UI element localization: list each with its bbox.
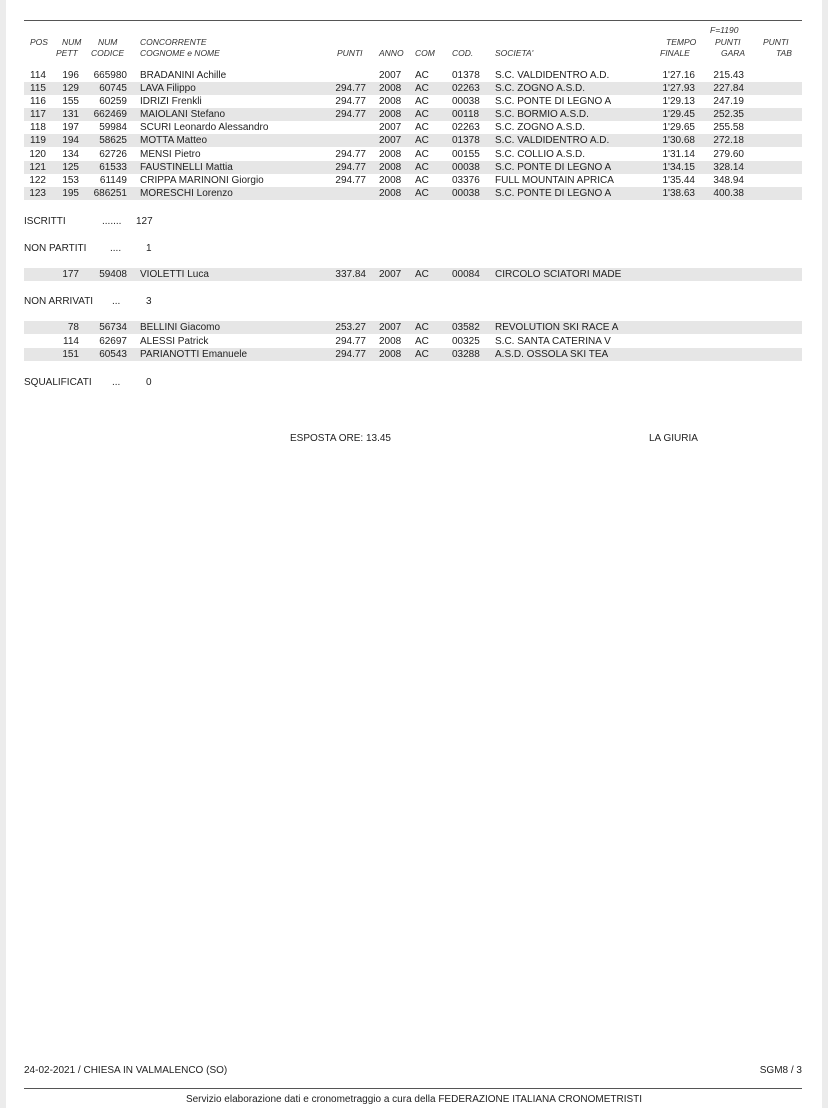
com-cell: AC: [415, 322, 429, 333]
header-finale: FINALE: [660, 48, 690, 58]
iscritti-value: 127: [136, 216, 153, 227]
punti-cell: 253.27: [335, 322, 366, 333]
name-cell: BELLINI Giacomo: [140, 322, 221, 333]
pos-cell: 114: [30, 70, 46, 81]
societa-cell: S.C. VALDIDENTRO A.D.: [495, 135, 610, 146]
com-cell: AC: [415, 188, 429, 199]
anno-cell: 2007: [379, 70, 402, 81]
gara-cell: 279.60: [713, 149, 744, 160]
iscritti-dots: .......: [102, 216, 122, 227]
header-num: NUM: [62, 37, 82, 47]
tempo-cell: 1'34.15: [662, 162, 695, 173]
name-cell: LAVA Filippo: [140, 83, 196, 94]
footer-page-code: SGM8 / 3: [759, 1065, 802, 1076]
codice-cell: 662469: [93, 109, 127, 120]
com-cell: AC: [415, 122, 429, 133]
name-cell: MOTTA Matteo: [140, 135, 208, 146]
iscritti-label: ISCRITTI: [24, 216, 66, 227]
anno-cell: 2007: [379, 122, 402, 133]
table-row: [24, 148, 802, 161]
non-partiti-summary: [24, 242, 152, 255]
societa-cell: A.S.D. OSSOLA SKI TEA: [495, 349, 609, 360]
punti-cell: 294.77: [335, 109, 366, 120]
table-row: [24, 69, 802, 82]
pett-cell: 196: [62, 70, 79, 81]
societa-cell: FULL MOUNTAIN APRICA: [495, 175, 614, 186]
codice-cell: 62726: [99, 149, 127, 160]
pett-cell: 177: [62, 269, 79, 280]
codice-cell: 60259: [99, 96, 127, 107]
societa-cell: CIRCOLO SCIATORI MADE: [495, 269, 622, 280]
f-factor-label: F=1190: [710, 25, 739, 35]
squalificati-summary: [24, 376, 152, 389]
cod-cell: 01378: [452, 70, 480, 81]
top-rule: [24, 20, 802, 21]
pett-cell: 114: [63, 336, 79, 347]
codice-cell: 686251: [93, 188, 127, 199]
pos-cell: 115: [30, 83, 46, 94]
non-arrivati-label: NON ARRIVATI: [24, 296, 94, 307]
societa-cell: S.C. ZOGNO A.S.D.: [495, 83, 586, 94]
header-num-2: NUM: [98, 37, 118, 47]
tempo-cell: 1'38.63: [662, 188, 695, 199]
non-partiti-value: 1: [146, 243, 152, 254]
table-row: [24, 121, 802, 134]
header-punti-gara: PUNTI: [715, 37, 741, 47]
table-row: [24, 348, 802, 361]
iscritti-summary: [24, 215, 153, 228]
cod-cell: 01378: [452, 135, 480, 146]
societa-cell: S.C. PONTE DI LEGNO A: [495, 188, 612, 199]
bottom-rule: [24, 1088, 802, 1089]
anno-cell: 2007: [379, 322, 402, 333]
gara-cell: 215.43: [713, 70, 744, 81]
tempo-cell: 1'29.45: [662, 109, 695, 120]
gara-cell: 348.94: [713, 175, 744, 186]
header-codice: CODICE: [91, 48, 125, 58]
header-societa: SOCIETA': [495, 48, 534, 58]
tempo-cell: 1'27.93: [662, 83, 695, 94]
com-cell: AC: [415, 175, 429, 186]
codice-cell: 62697: [99, 336, 127, 347]
name-cell: PARIANOTTI Emanuele: [140, 349, 248, 360]
anno-cell: 2008: [379, 336, 402, 347]
anno-cell: 2008: [379, 149, 402, 160]
punti-cell: 294.77: [335, 349, 366, 360]
table-row: [24, 268, 802, 281]
pos-cell: 117: [30, 109, 46, 120]
tempo-cell: 1'35.44: [662, 175, 695, 186]
com-cell: AC: [415, 269, 429, 280]
com-cell: AC: [415, 135, 429, 146]
squalificati-dots: ...: [112, 377, 121, 388]
anno-cell: 2008: [379, 175, 402, 186]
anno-cell: 2008: [379, 349, 402, 360]
com-cell: AC: [415, 83, 429, 94]
societa-cell: S.C. PONTE DI LEGNO A: [495, 162, 612, 173]
gara-cell: 272.18: [713, 135, 744, 146]
codice-cell: 59408: [99, 269, 127, 280]
tempo-cell: 1'30.68: [662, 135, 695, 146]
com-cell: AC: [415, 70, 429, 81]
name-cell: VIOLETTI Luca: [140, 269, 209, 280]
societa-cell: S.C. ZOGNO A.S.D.: [495, 122, 586, 133]
table-row: [24, 108, 802, 121]
punti-cell: 294.77: [335, 83, 366, 94]
footer-date-place: 24-02-2021 / CHIESA IN VALMALENCO (SO): [24, 1065, 228, 1076]
societa-cell: S.C. BORMIO A.S.D.: [495, 109, 589, 120]
non-arrivati-summary: [24, 295, 152, 308]
codice-cell: 59984: [99, 122, 127, 133]
page-edge-right: [822, 0, 828, 1108]
tempo-cell: 1'29.65: [662, 122, 695, 133]
com-cell: AC: [415, 149, 429, 160]
squalificati-label: SQUALIFICATI: [24, 377, 92, 388]
pos-cell: 121: [29, 162, 46, 173]
anno-cell: 2008: [379, 96, 402, 107]
la-giuria: LA GIURIA: [649, 433, 698, 444]
societa-cell: S.C. COLLIO A.S.D.: [495, 149, 586, 160]
pett-cell: 153: [62, 175, 79, 186]
gara-cell: 255.58: [713, 122, 744, 133]
pett-cell: 197: [62, 122, 79, 133]
name-cell: ALESSI Patrick: [140, 336, 209, 347]
header-punti: PUNTI: [337, 48, 363, 58]
table-row: [24, 321, 802, 334]
pett-cell: 155: [62, 96, 79, 107]
punti-cell: 294.77: [335, 96, 366, 107]
cod-cell: 02263: [452, 122, 480, 133]
anno-cell: 2008: [379, 188, 402, 199]
pos-cell: 122: [29, 175, 46, 186]
name-cell: SCURI Leonardo Alessandro: [140, 122, 269, 133]
codice-cell: 61149: [99, 175, 127, 186]
table-row: [24, 174, 802, 187]
gara-cell: 400.38: [713, 188, 744, 199]
non-partiti-label: NON PARTITI: [24, 243, 87, 254]
header-punti-tab: PUNTI: [763, 37, 789, 47]
pett-cell: 131: [62, 109, 79, 120]
table-row: [24, 82, 802, 95]
non-arrivati-dots: ...: [112, 296, 121, 307]
name-cell: MAIOLANI Stefano: [140, 109, 226, 120]
cod-cell: 02263: [452, 83, 480, 94]
anno-cell: 2008: [379, 162, 402, 173]
anno-cell: 2007: [379, 135, 402, 146]
name-cell: FAUSTINELLI Mattia: [140, 162, 233, 173]
anno-cell: 2008: [379, 109, 402, 120]
cod-cell: 03582: [452, 322, 480, 333]
header-gara: GARA: [721, 48, 746, 58]
anno-cell: 2007: [379, 269, 402, 280]
pos-cell: 123: [29, 188, 46, 199]
gara-cell: 252.35: [713, 109, 744, 120]
tempo-cell: 1'29.13: [662, 96, 695, 107]
header-com: COM: [415, 48, 435, 58]
non-partiti-dots: ....: [110, 243, 122, 254]
name-cell: CRIPPA MARINONI Giorgio: [140, 175, 264, 186]
pett-cell: 194: [62, 135, 79, 146]
codice-cell: 58625: [99, 135, 127, 146]
pett-cell: 134: [62, 149, 79, 160]
pett-cell: 129: [62, 83, 79, 94]
com-cell: AC: [415, 349, 429, 360]
header-pett: PETT: [56, 48, 78, 58]
cod-cell: 00084: [452, 269, 480, 280]
non-arrivati-value: 3: [146, 296, 152, 307]
cod-cell: 00325: [452, 336, 480, 347]
pos-cell: 120: [29, 149, 46, 160]
pos-cell: 119: [30, 135, 46, 146]
pos-cell: 118: [30, 122, 46, 133]
cod-cell: 00038: [452, 162, 480, 173]
cod-cell: 03376: [452, 175, 480, 186]
punti-cell: 294.77: [335, 149, 366, 160]
gara-cell: 247.19: [713, 96, 744, 107]
pett-cell: 125: [62, 162, 79, 173]
codice-cell: 61533: [99, 162, 127, 173]
esposta-ore: ESPOSTA ORE: 13.45: [290, 433, 391, 444]
name-cell: MORESCHI Lorenzo: [140, 188, 233, 199]
header-tempo: TEMPO: [666, 37, 697, 47]
cod-cell: 00155: [452, 149, 480, 160]
anno-cell: 2008: [379, 83, 402, 94]
punti-cell: 294.77: [335, 162, 366, 173]
punti-cell: 337.84: [335, 269, 366, 280]
table-row: [24, 335, 802, 348]
pett-cell: 195: [62, 188, 79, 199]
table-row: [24, 95, 802, 108]
punti-cell: 294.77: [335, 336, 366, 347]
header-anno: ANNO: [379, 48, 404, 58]
gara-cell: 328.14: [713, 162, 744, 173]
table-row: [24, 134, 802, 147]
tempo-cell: 1'27.16: [662, 70, 695, 81]
cod-cell: 03288: [452, 349, 480, 360]
societa-cell: S.C. PONTE DI LEGNO A: [495, 96, 612, 107]
societa-cell: S.C. SANTA CATERINA V: [495, 336, 611, 347]
squalificati-value: 0: [146, 377, 152, 388]
cod-cell: 00038: [452, 96, 480, 107]
com-cell: AC: [415, 96, 429, 107]
cod-cell: 00118: [452, 109, 480, 120]
header-tab: TAB: [776, 48, 792, 58]
header-pos: POS: [30, 37, 48, 47]
pett-cell: 78: [67, 322, 79, 333]
header-cognome-nome: COGNOME e NOME: [140, 48, 220, 58]
name-cell: IDRIZI Frenkli: [140, 96, 202, 107]
pett-cell: 151: [62, 349, 79, 360]
name-cell: MENSI Pietro: [140, 149, 201, 160]
codice-cell: 665980: [93, 70, 127, 81]
cod-cell: 00038: [452, 188, 480, 199]
com-cell: AC: [415, 162, 429, 173]
name-cell: BRADANINI Achille: [140, 70, 227, 81]
footer-service: Servizio elaborazione dati e cronometraggio a cura della FEDERAZIONE ITALIANA CRONOMETRISTI: [185, 1094, 643, 1105]
table-row: [24, 187, 802, 200]
gara-cell: 227.84: [713, 83, 744, 94]
page-edge-left: [0, 0, 6, 1108]
table-row: [24, 161, 802, 174]
punti-cell: 294.77: [335, 175, 366, 186]
codice-cell: 60745: [99, 83, 127, 94]
societa-cell: REVOLUTION SKI RACE A: [495, 322, 619, 333]
tempo-cell: 1'31.14: [662, 149, 695, 160]
codice-cell: 60543: [99, 349, 127, 360]
com-cell: AC: [415, 109, 429, 120]
com-cell: AC: [415, 336, 429, 347]
societa-cell: S.C. VALDIDENTRO A.D.: [495, 70, 610, 81]
header-cod: COD.: [452, 48, 474, 58]
codice-cell: 56734: [99, 322, 127, 333]
pos-cell: 116: [30, 96, 46, 107]
header-concorrente: CONCORRENTE: [140, 37, 207, 47]
